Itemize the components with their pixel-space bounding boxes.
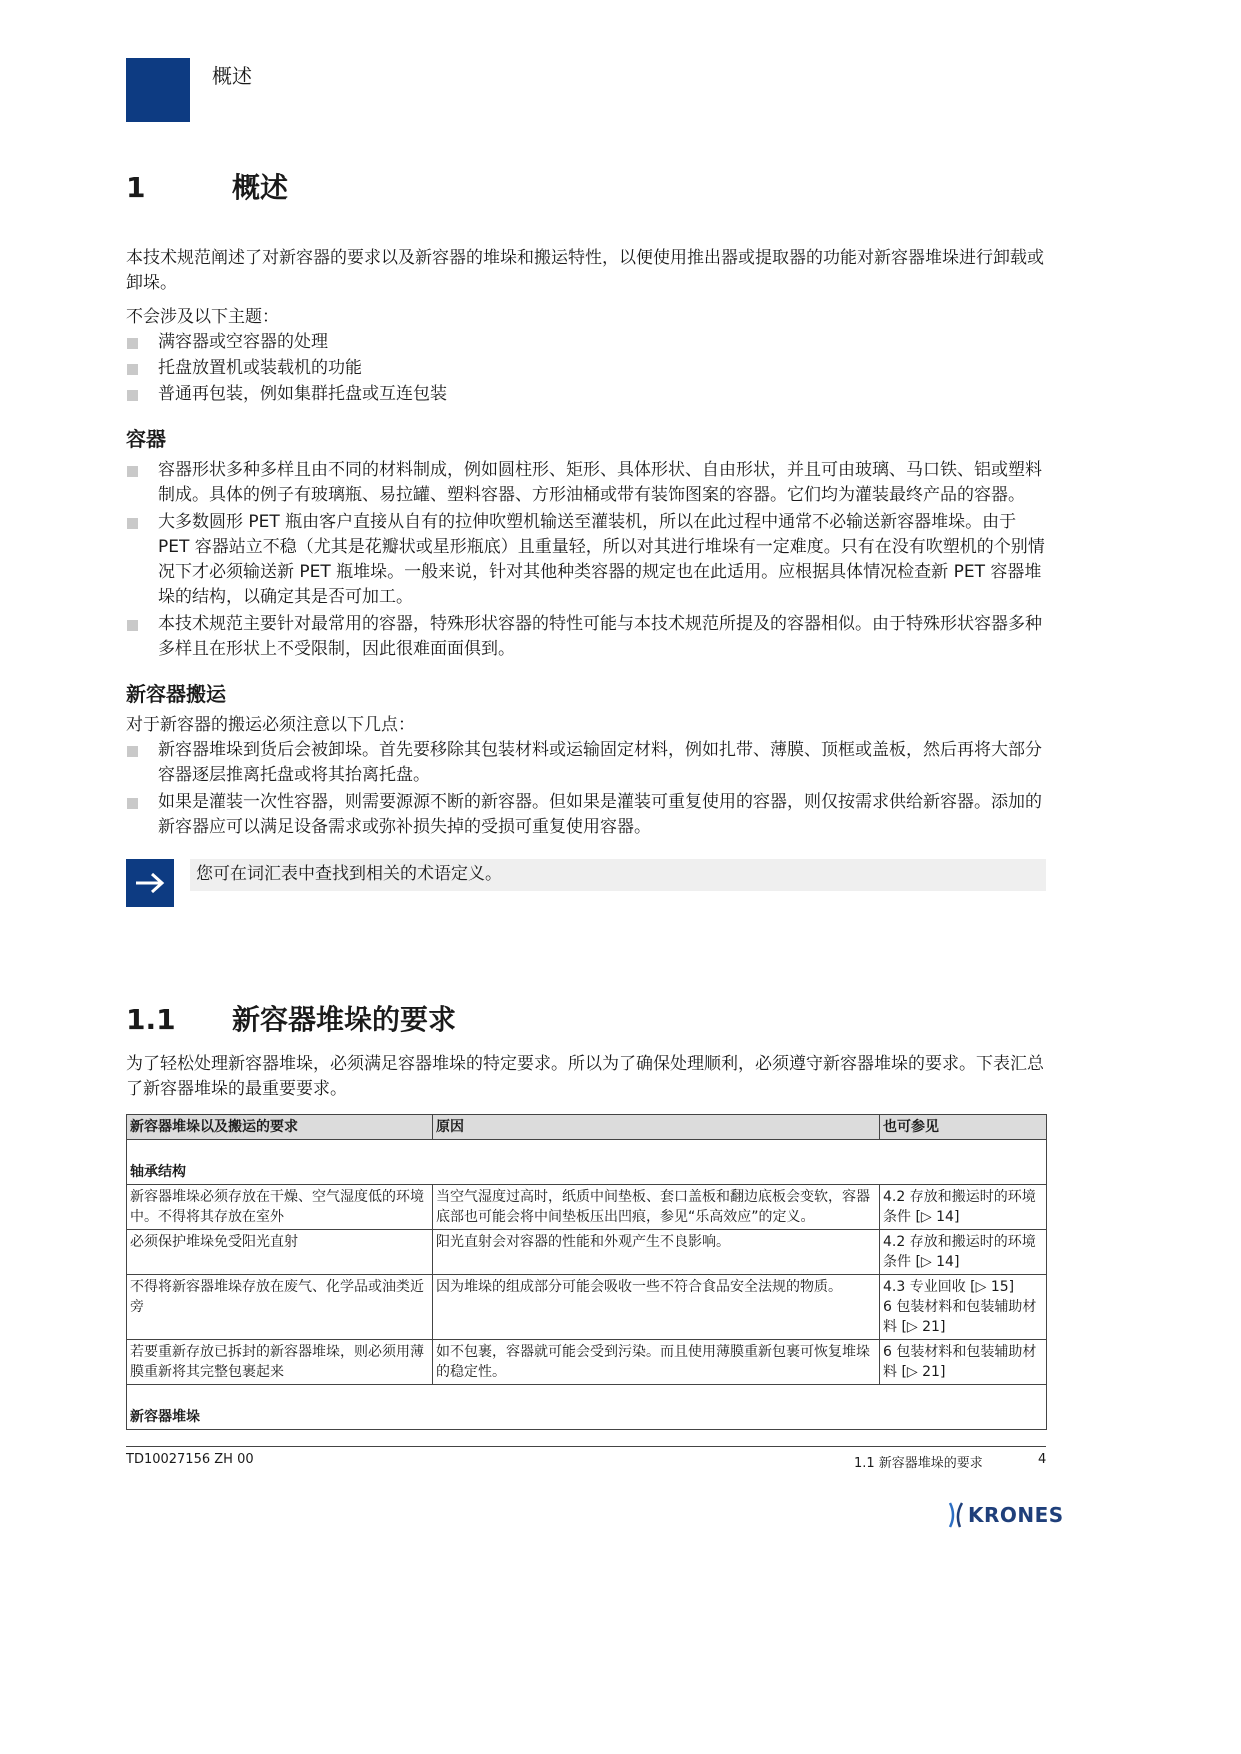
bullet-icon: [127, 518, 138, 529]
page-number: 4: [1038, 1452, 1047, 1467]
subsection-number: 1.1: [126, 1003, 176, 1036]
krones-logo-icon: [946, 1500, 966, 1530]
bullet-icon: [127, 798, 138, 809]
table-cell: 若要重新存放已拆封的新容器堆垛，则必须用薄膜重新将其完整包裹起来: [127, 1340, 433, 1385]
table-header-row: [127, 1115, 1047, 1140]
table-row: [127, 1275, 1047, 1340]
containers-heading: 容器: [126, 427, 166, 451]
table-cell-link[interactable]: 4.2 存放和搬运时的环境条件 [▷ 14]: [880, 1230, 1047, 1275]
bullet-icon: [127, 390, 138, 401]
table-section-label: 新容器堆垛: [127, 1385, 1047, 1430]
bullet-icon: [127, 466, 138, 477]
section-title: 概述: [232, 171, 289, 204]
table-row: [127, 1230, 1047, 1275]
subsection-intro: 为了轻松处理新容器堆垛，必须满足容器堆垛的特定要求。所以为了确保处理顺利，必须遵守新容器堆垛的要求。下表汇总了新容器堆垛的最重要要求。: [126, 1054, 1044, 1099]
list-item: 满容器或空容器的处理: [126, 330, 1046, 355]
transport-intro: 对于新容器的搬运必须注意以下几点：: [126, 715, 415, 735]
document-body: [126, 246, 1046, 909]
table-section-row: [127, 1140, 1047, 1185]
chapter-marker: [126, 58, 190, 122]
column-header: 新容器堆垛以及搬运的要求: [127, 1115, 433, 1140]
note-text: 您可在词汇表中查找到相关的术语定义。: [196, 864, 502, 884]
table-section-label: 轴承结构: [127, 1140, 1047, 1185]
footer-section: 1.1 新容器堆垛的要求: [854, 1456, 983, 1471]
section-number: 1: [126, 171, 146, 204]
list-item: 本技术规范主要针对最常用的容器，特殊形状容器的特性可能与本技术规范所提及的容器相似。由于特殊形状容器多种多样且在形状上不受限制，因此很难面面俱到。: [126, 612, 1046, 662]
requirements-table: [126, 1114, 1047, 1430]
list-item: 新容器堆垛到货后会被卸垛。首先要移除其包装材料或运输固定材料，例如扎带、薄膜、顶框或盖板，然后再将大部分容器逐层推离托盘或将其抬离托盘。: [126, 738, 1046, 788]
table-cell: 如不包裹，容器就可能会受到污染。而且使用薄膜重新包裹可恢复堆垛的稳定性。: [433, 1340, 880, 1385]
bullet-icon: [127, 620, 138, 631]
arrow-right-icon: [126, 859, 174, 907]
table-cell: 必须保护堆垛免受阳光直射: [127, 1230, 433, 1275]
running-header: 概述: [212, 64, 252, 88]
table-cell: 不得将新容器堆垛存放在废气、化学品或油类近旁: [127, 1275, 433, 1340]
transport-list: [126, 738, 1046, 840]
subsection-title: 新容器堆垛的要求: [232, 1003, 457, 1036]
list-item: 大多数圆形 PET 瓶由客户直接从自有的拉伸吹塑机输送至灌装机，所以在此过程中通常不必输送新容器堆垛。由于 PET 容器站立不稳（尤其是花瓣状或星形瓶底）且重量轻，所以对其进行堆垛有一定难度。只有在没有吹塑机的个别情况下才必须输送新 PET 瓶堆垛。一般来说，针对其他种类容器的规定也在此适用。应根据具体情况检查新 PET 容器堆垛的结构，以确定其是否可加工。: [126, 510, 1046, 610]
containers-list: [126, 458, 1046, 662]
footer-divider: [126, 1446, 1046, 1447]
excluded-topics-list: [126, 330, 1046, 407]
table-cell: 因为堆垛的组成部分可能会吸收一些不符合食品安全法规的物质。: [433, 1275, 880, 1340]
intro-paragraph: 本技术规范阐述了对新容器的要求以及新容器的堆垛和搬运特性，以便使用推出器或提取器的功能对新容器堆垛进行卸载或卸垛。: [126, 248, 1044, 293]
bullet-icon: [127, 364, 138, 375]
column-header: 原因: [433, 1115, 880, 1140]
table-row: [127, 1185, 1047, 1230]
table-cell-link[interactable]: 4.2 存放和搬运时的环境条件 [▷ 14]: [880, 1185, 1047, 1230]
table-cell: 当空气湿度过高时，纸质中间垫板、套口盖板和翻边底板会变软，容器底部也可能会将中间垫板压出凹痕，参见“乐高效应”的定义。: [433, 1185, 880, 1230]
document-id: TD10027156 ZH 00: [126, 1452, 254, 1467]
table-cell-link[interactable]: 6 包装材料和包装辅助材料 [▷ 21]: [880, 1340, 1047, 1385]
subsection-heading: [126, 998, 456, 1038]
table-section-row: [127, 1385, 1047, 1430]
table-row: [127, 1340, 1047, 1385]
table-cell-link[interactable]: 4.3 专业回收 [▷ 15] 6 包装材料和包装辅助材料 [▷ 21]: [880, 1275, 1047, 1340]
list-item: 容器形状多种多样且由不同的材料制成，例如圆柱形、矩形、具体形状、自由形状，并且可由玻璃、马口铁、铝或塑料制成。具体的例子有玻璃瓶、易拉罐、塑料容器、方形油桶或带有装饰图案的容器。它们均为灌装最终产品的容器。: [126, 458, 1046, 508]
list-item: 普通再包装，例如集群托盘或互连包装: [126, 382, 1046, 407]
column-header: 也可参见: [880, 1115, 1047, 1140]
bullet-icon: [127, 338, 138, 349]
section-heading: [126, 166, 288, 206]
logo-wordmark: KRONES: [968, 1503, 1064, 1527]
bullet-icon: [127, 746, 138, 757]
transport-heading: 新容器搬运: [126, 682, 226, 706]
glossary-note: [126, 859, 1046, 909]
table-cell: 阳光直射会对容器的性能和外观产生不良影响。: [433, 1230, 880, 1275]
excluded-topics-intro: 不会涉及以下主题：: [126, 307, 279, 327]
list-item: 托盘放置机或装载机的功能: [126, 356, 1046, 381]
table-cell: 新容器堆垛必须存放在干燥、空气湿度低的环境中。不得将其存放在室外: [127, 1185, 433, 1230]
list-item: 如果是灌装一次性容器，则需要源源不断的新容器。但如果是灌装可重复使用的容器，则仅按需求供给新容器。添加的新容器应可以满足设备需求或弥补损失掉的受损可重复使用容器。: [126, 790, 1046, 840]
